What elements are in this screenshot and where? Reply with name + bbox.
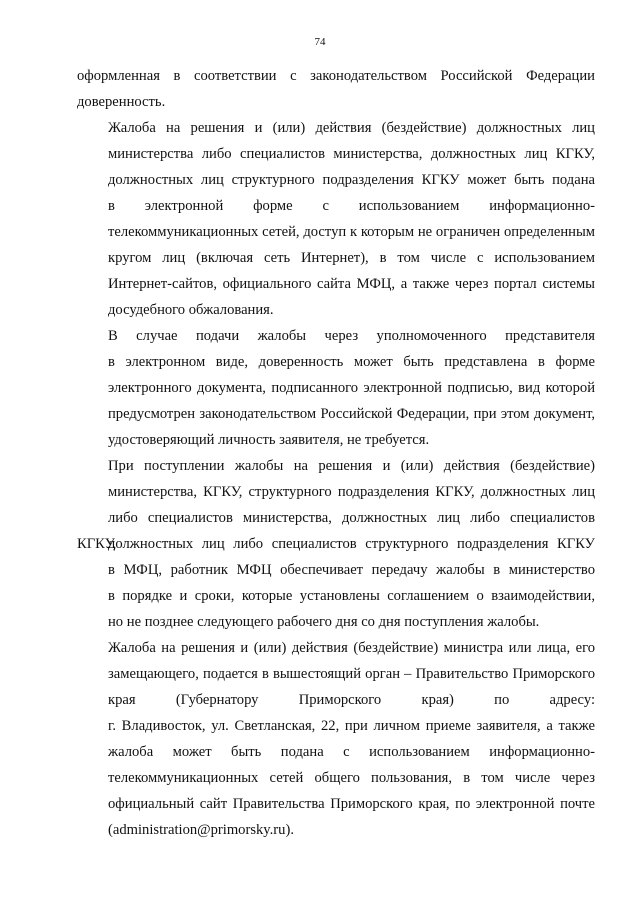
text-line: края (Губернатору Приморского края) по адресу: bbox=[108, 692, 595, 708]
text-line: замещающего, подается в вышестоящий орган – Правительство Приморского bbox=[108, 666, 595, 682]
text-line: электронного документа, подписанного электронной подписью, вид которой bbox=[108, 380, 595, 396]
text-line: министерства либо специалистов министерства, должностных лиц КГКУ, bbox=[108, 146, 595, 162]
page-number: 74 bbox=[314, 36, 326, 48]
text-line: жалоба может быть подана с использованием информационно- bbox=[108, 744, 595, 760]
text-line: В случае подачи жалобы через уполномоченного представителя bbox=[108, 328, 595, 344]
text-line: доверенность. bbox=[77, 94, 166, 110]
text-line: в электронной форме с использованием информационно- bbox=[108, 198, 595, 214]
paragraph bbox=[77, 453, 595, 635]
text-line: либо специалистов министерства, должностных лиц либо специалистов КГКУ, bbox=[77, 510, 595, 552]
text-line: министерства, КГКУ, структурного подразделения КГКУ, должностных лиц bbox=[108, 484, 595, 500]
text-line: Жалоба на решения и (или) действия (бездействие) министра или лица, его bbox=[108, 640, 595, 656]
text-line: официальный сайт Правительства Приморского края, по электронной почте bbox=[108, 796, 595, 812]
paragraph bbox=[77, 635, 595, 843]
text-line: в МФЦ, работник МФЦ обеспечивает передачу жалобы в министерство bbox=[108, 562, 595, 578]
text-line: телекоммуникационных сетей, доступ к которым не ограничен определенным bbox=[108, 224, 595, 240]
text-line: удостоверяющий личность заявителя, не требуется. bbox=[108, 432, 430, 448]
paragraph bbox=[77, 115, 595, 323]
text-line: (administration@primorsky.ru). bbox=[108, 822, 294, 838]
text-line: При поступлении жалобы на решения и (или) действия (бездействие) bbox=[108, 458, 595, 474]
text-line: должностных лиц либо специалистов структурного подразделения КГКУ bbox=[108, 536, 595, 552]
document-body bbox=[77, 63, 595, 843]
text-line: но не позднее следующего рабочего дня со дня поступления жалобы. bbox=[108, 614, 540, 630]
text-line: в порядке и сроки, которые установлены соглашением о взаимодействии, bbox=[108, 588, 595, 604]
text-line: досудебного обжалования. bbox=[108, 302, 274, 318]
paragraph bbox=[77, 323, 595, 453]
text-line: телекоммуникационных сетей общего пользования, в том числе через bbox=[108, 770, 595, 786]
text-line: оформленная в соответствии с законодательством Российской Федерации bbox=[77, 68, 595, 84]
text-line: Жалоба на решения и (или) действия (бездействие) должностных лиц bbox=[108, 120, 595, 136]
text-line: Интернет-сайтов, официального сайта МФЦ, а также через портал системы bbox=[108, 276, 595, 292]
text-line: кругом лиц (включая сеть Интернет), в том числе с использованием bbox=[108, 250, 595, 266]
text-line: предусмотрен законодательством Российской Федерации, при этом документ, bbox=[108, 406, 595, 422]
text-line: должностных лиц структурного подразделения КГКУ может быть подана bbox=[108, 172, 595, 188]
paragraph bbox=[77, 63, 595, 115]
text-line: г. Владивосток, ул. Светланская, 22, при личном приеме заявителя, а также bbox=[108, 718, 595, 734]
text-line: в электронном виде, доверенность может быть представлена в форме bbox=[108, 354, 595, 370]
